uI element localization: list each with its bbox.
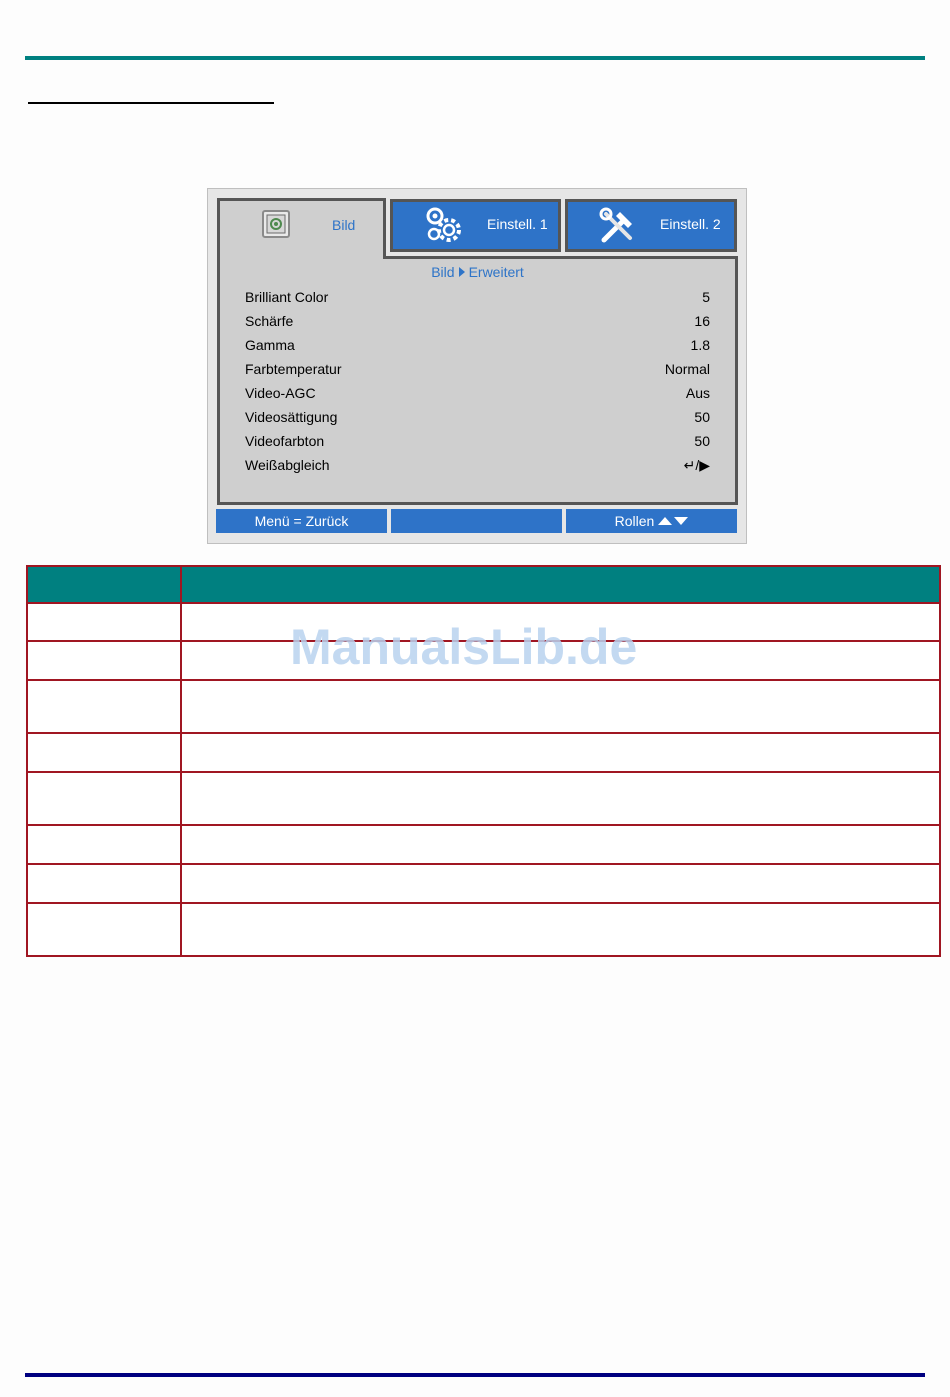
menu-row-videosaettigung[interactable]	[245, 409, 710, 433]
row-value: 5	[702, 289, 710, 305]
row-label: Schärfe	[245, 313, 294, 329]
menu-row-video-agc[interactable]	[245, 385, 710, 409]
table-row	[27, 680, 940, 733]
menu-row-schaerfe[interactable]	[245, 313, 710, 337]
row-label: Brilliant Color	[245, 289, 329, 305]
table-row	[27, 903, 940, 956]
bottom-rule	[25, 1373, 925, 1377]
menu-row-gamma[interactable]	[245, 337, 710, 361]
menu-row-farbtemperatur[interactable]	[245, 361, 710, 385]
breadcrumb-arrow-icon	[459, 267, 465, 277]
top-rule	[25, 56, 925, 60]
table-row	[27, 825, 940, 864]
row-value: Normal	[664, 361, 710, 377]
tab-einstell-1[interactable]	[390, 199, 561, 252]
table-header-row	[27, 566, 940, 603]
table-header-cell	[27, 566, 181, 603]
row-value: 16	[694, 313, 710, 329]
menu-back-hint[interactable]: Menü = Zurück	[216, 509, 387, 533]
row-label: Gamma	[245, 337, 295, 353]
watermark: ManualsLib.de	[290, 619, 638, 675]
menu-row-brilliant-color[interactable]	[245, 289, 710, 313]
table-row	[27, 733, 940, 772]
enter-arrow-icon: ↵/▶	[683, 457, 710, 473]
tab-einstell-1-label: Einstell. 1	[487, 216, 548, 232]
table-row	[27, 772, 940, 825]
row-value: 1.8	[690, 337, 710, 353]
row-value: 50	[694, 409, 710, 425]
menu-row-videofarbton[interactable]	[245, 433, 710, 457]
gears-icon	[423, 206, 467, 246]
breadcrumb	[220, 264, 735, 280]
footer-blank	[391, 509, 562, 533]
row-label: Video-AGC	[245, 385, 316, 401]
row-label: Weißabgleich	[245, 457, 330, 473]
panel-border	[383, 256, 738, 259]
breadcrumb-parent: Bild	[431, 264, 455, 280]
table-row	[27, 864, 940, 903]
heading-underline	[28, 102, 274, 104]
picture-icon	[262, 210, 290, 238]
row-value: Aus	[685, 385, 710, 401]
row-label: Videosättigung	[245, 409, 338, 425]
tab-einstell-2[interactable]	[565, 199, 737, 252]
row-label: Videofarbton	[245, 433, 325, 449]
table-header-cell	[181, 566, 940, 603]
tab-bild-label: Bild	[332, 217, 356, 233]
menu-row-weissabgleich[interactable]	[245, 457, 710, 481]
tab-einstell-2-label: Einstell. 2	[660, 216, 721, 232]
row-value: 50	[694, 433, 710, 449]
row-label: Farbtemperatur	[245, 361, 342, 377]
tools-icon	[598, 206, 638, 246]
scroll-hint[interactable]	[566, 509, 737, 533]
tab-bild[interactable]	[217, 198, 386, 260]
scroll-label: Rollen	[614, 513, 655, 529]
breadcrumb-current: Erweitert	[468, 264, 524, 280]
settings-panel	[217, 256, 738, 505]
arrow-up-icon	[658, 517, 672, 525]
osd-menu	[207, 188, 747, 544]
arrow-down-icon	[674, 517, 688, 525]
